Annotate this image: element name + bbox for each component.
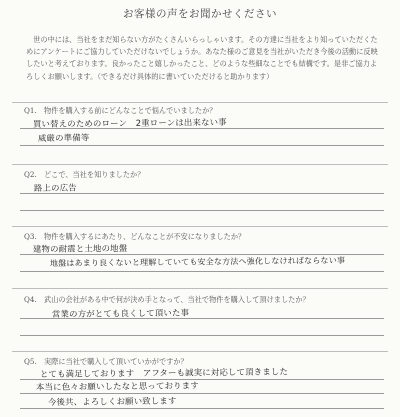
section-divider (12, 102, 388, 103)
question-2-label: Q2. どこで、当社を知りましたか？ (24, 170, 145, 179)
answer-line (20, 128, 384, 129)
question-1-label: Q1. 物件を購入する前にどんなことで悩んでいましたか？ (24, 106, 217, 115)
intro-text: 世の中には、当社をまだ知らない方がたくさんいらっしゃいます。その方達に当社をより知っていただくためにアンケートにご協力していただけないでしょうか。あなた様のご意見を当社がいただき今後の活動に反映したいと考えております。良かったこと嬉しかったこと、どのような些細なことでも結構です。是非ご協力よろしくお願いします。（できるだけ具体的に書いていただけると助かります） (26, 35, 378, 81)
answer-line (20, 335, 384, 336)
answer-line (20, 210, 384, 211)
answer-4-line-1: 営業の方がとても良くして頂いた事 (51, 307, 190, 320)
question-5-label: Q5. 実際に当社で購入して頂いていかがですか？ (24, 357, 188, 366)
page-title: お客様の声をお聞かせください (123, 8, 277, 20)
answer-2-line-1: 路上の広告 (33, 182, 77, 194)
answer-3-line-1: 建物の耐震と土地の地盤 (32, 243, 128, 255)
answer-5-line-1: とても満足しております アフターも誠実に対応して頂きました (39, 366, 289, 380)
answer-line (20, 393, 384, 394)
answer-line (20, 379, 384, 380)
answer-line (20, 408, 384, 409)
section-divider (12, 351, 388, 352)
answer-line (20, 318, 384, 319)
answer-1-line-2: 威厳の準備等 (37, 132, 90, 144)
question-3-label: Q3. 物件を購入するにあたり、どんなことが不安になりましたか？ (24, 232, 246, 241)
answer-5-line-2: 本当に色々お願いしたなと思っております (35, 380, 199, 393)
answer-line (20, 145, 384, 146)
answer-line (20, 271, 384, 272)
answer-5-line-3: 今後共、よろしくお願い致します (47, 395, 177, 408)
answer-line (20, 254, 384, 255)
answer-line (20, 193, 384, 194)
answer-3-line-2: 地盤はあまり良くないと理解していても安全な方法へ強化しなければならない事 (49, 255, 346, 269)
section-divider (12, 226, 388, 227)
answer-1-line-1: 買い替えのためのローン 2重ローンは出来ない事 (32, 116, 227, 130)
question-4-label: Q4. 武山の会社がある中で何が決め手となって、当社で物件を購入して頂けましたか？ (24, 295, 310, 304)
section-divider (12, 164, 388, 165)
section-divider (12, 288, 388, 289)
